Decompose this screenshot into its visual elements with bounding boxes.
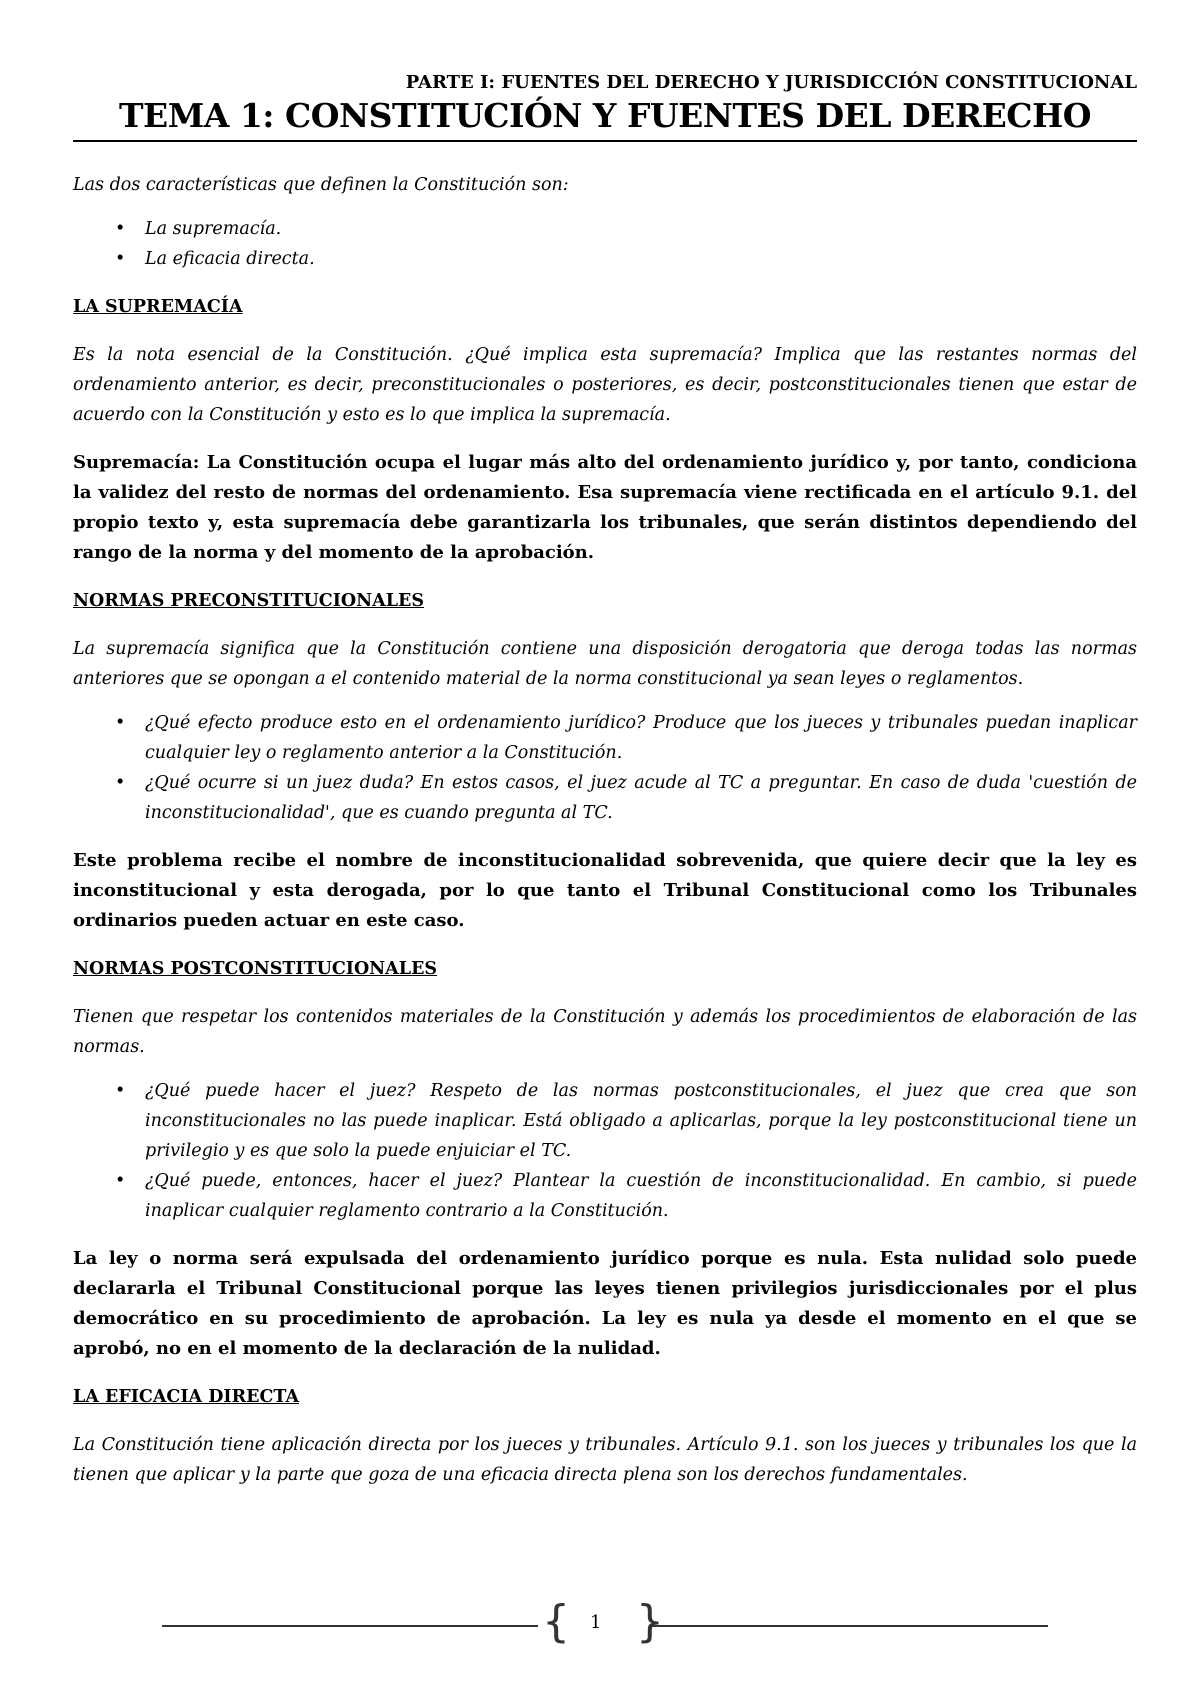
heading-eficacia: LA EFICACIA DIRECTA (73, 1387, 300, 1407)
postconstitucionales-bold-paragraph: La ley o norma será expulsada del ordenamiento jurídico porque es nula. Esta nulidad solo puede declararla el Tribunal Constitucional porque las leyes tienen privilegios jurisdiccionales por el plus democrático en su procedimiento de aprobación. La ley es nula ya desde el momento en el que se aprobó, no en el momento de la declaración de la nulidad. (73, 1248, 1137, 1359)
bullet-icon: • (115, 1081, 126, 1101)
bullet-icon: • (115, 773, 126, 793)
document-body (73, 170, 1137, 1490)
left-brace-icon: { (542, 1596, 570, 1647)
list-item: • ¿Qué ocurre si un juez duda? En estos casos, el juez acude al TC a preguntar. En caso de duda 'cuestión de inconstitucionalidad', que es cuando pregunta al TC. (73, 768, 1137, 828)
heading-postconstitucionales: NORMAS POSTCONSTITUCIONALES (73, 959, 438, 979)
eficacia-paragraph: La Constitución tiene aplicación directa por los jueces y tribunales. Artículo 9.1. son los jueces y tribunales los que la tienen que aplicar y la parte que goza de una eficacia directa plena son los derechos fundamentales. (73, 1435, 1137, 1485)
footer-rule-right (652, 1625, 1048, 1627)
preconstitucionales-bold-paragraph: Este problema recibe el nombre de inconstitucionalidad sobrevenida, que quiere decir que la ley es inconstitucional y esta derogada, por lo que tanto el Tribunal Constitucional como los Tribunales ordinarios pueden actuar en este caso. (73, 850, 1137, 931)
preconstitucionales-list (73, 708, 1137, 828)
list-item: • La eficacia directa. (73, 244, 1137, 274)
list-item: • ¿Qué efecto produce esto en el ordenamiento jurídico? Produce que los jueces y tribunales puedan inaplicar cualquier ley o reglamento anterior a la Constitución. (73, 708, 1137, 768)
preconstitucionales-paragraph: La supremacía significa que la Constitución contiene una disposición derogatoria que deroga todas las normas anteriores que se opongan a el contenido material de la norma constitucional ya sean leyes o reglamentos. (73, 639, 1137, 689)
heading-supremacia: LA SUPREMACÍA (73, 297, 243, 317)
intro-list (73, 214, 1137, 274)
supremacia-paragraph: Es la nota esencial de la Constitución. ¿Qué implica esta supremacía? Implica que las restantes normas del ordenamiento anterior, es decir, preconstitucionales o posteriores, es decir, postconstitucionales tienen que estar de acuerdo con la Constitución y esto es lo que implica la supremacía. (73, 345, 1137, 425)
postconstitucionales-paragraph: Tienen que respetar los contenidos materiales de la Constitución y además los procedimientos de elaboración de las normas. (73, 1007, 1137, 1057)
bullet-icon: • (115, 1171, 126, 1191)
list-item: • ¿Qué puede hacer el juez? Respeto de las normas postconstitucionales, el juez que crea que son inconstitucionales no las puede inaplicar. Está obligado a aplicarlas, porque la ley postconstitucional tiene un privilegio y es que solo la puede enjuiciar el TC. (73, 1076, 1137, 1166)
bullet-icon: • (115, 219, 126, 239)
heading-preconstitucionales: NORMAS PRECONSTITUCIONALES (73, 591, 425, 611)
page-number: 1 (590, 1612, 602, 1633)
bullet-icon: • (115, 249, 126, 269)
part-header: PARTE I: FUENTES DEL DERECHO Y JURISDICCIÓN CONSTITUCIONAL (405, 72, 1137, 93)
list-item: • La supremacía. (73, 214, 1137, 244)
page-title: TEMA 1: CONSTITUCIÓN Y FUENTES DEL DERECHO (119, 96, 1091, 135)
list-item: • ¿Qué puede, entonces, hacer el juez? Plantear la cuestión de inconstitucionalidad. En cambio, si puede inaplicar cualquier reglamento contrario a la Constitución. (73, 1166, 1137, 1226)
bullet-icon: • (115, 713, 126, 733)
footer-rule-left (162, 1625, 538, 1627)
intro-paragraph: Las dos características que definen la Constitución son: (73, 175, 569, 195)
page-footer (0, 1596, 1200, 1650)
supremacia-bold-paragraph: Supremacía: La Constitución ocupa el lugar más alto del ordenamiento jurídico y, por tanto, condiciona la validez del resto de normas del ordenamiento. Esa supremacía viene rectificada en el artículo 9.1. del propio texto y, esta supremacía debe garantizarla los tribunales, que serán distintos dependiendo del rango de la norma y del momento de la aprobación. (73, 452, 1137, 563)
right-brace-icon: } (636, 1596, 664, 1647)
postconstitucionales-list (73, 1076, 1137, 1226)
title-underline-rule (73, 140, 1137, 142)
